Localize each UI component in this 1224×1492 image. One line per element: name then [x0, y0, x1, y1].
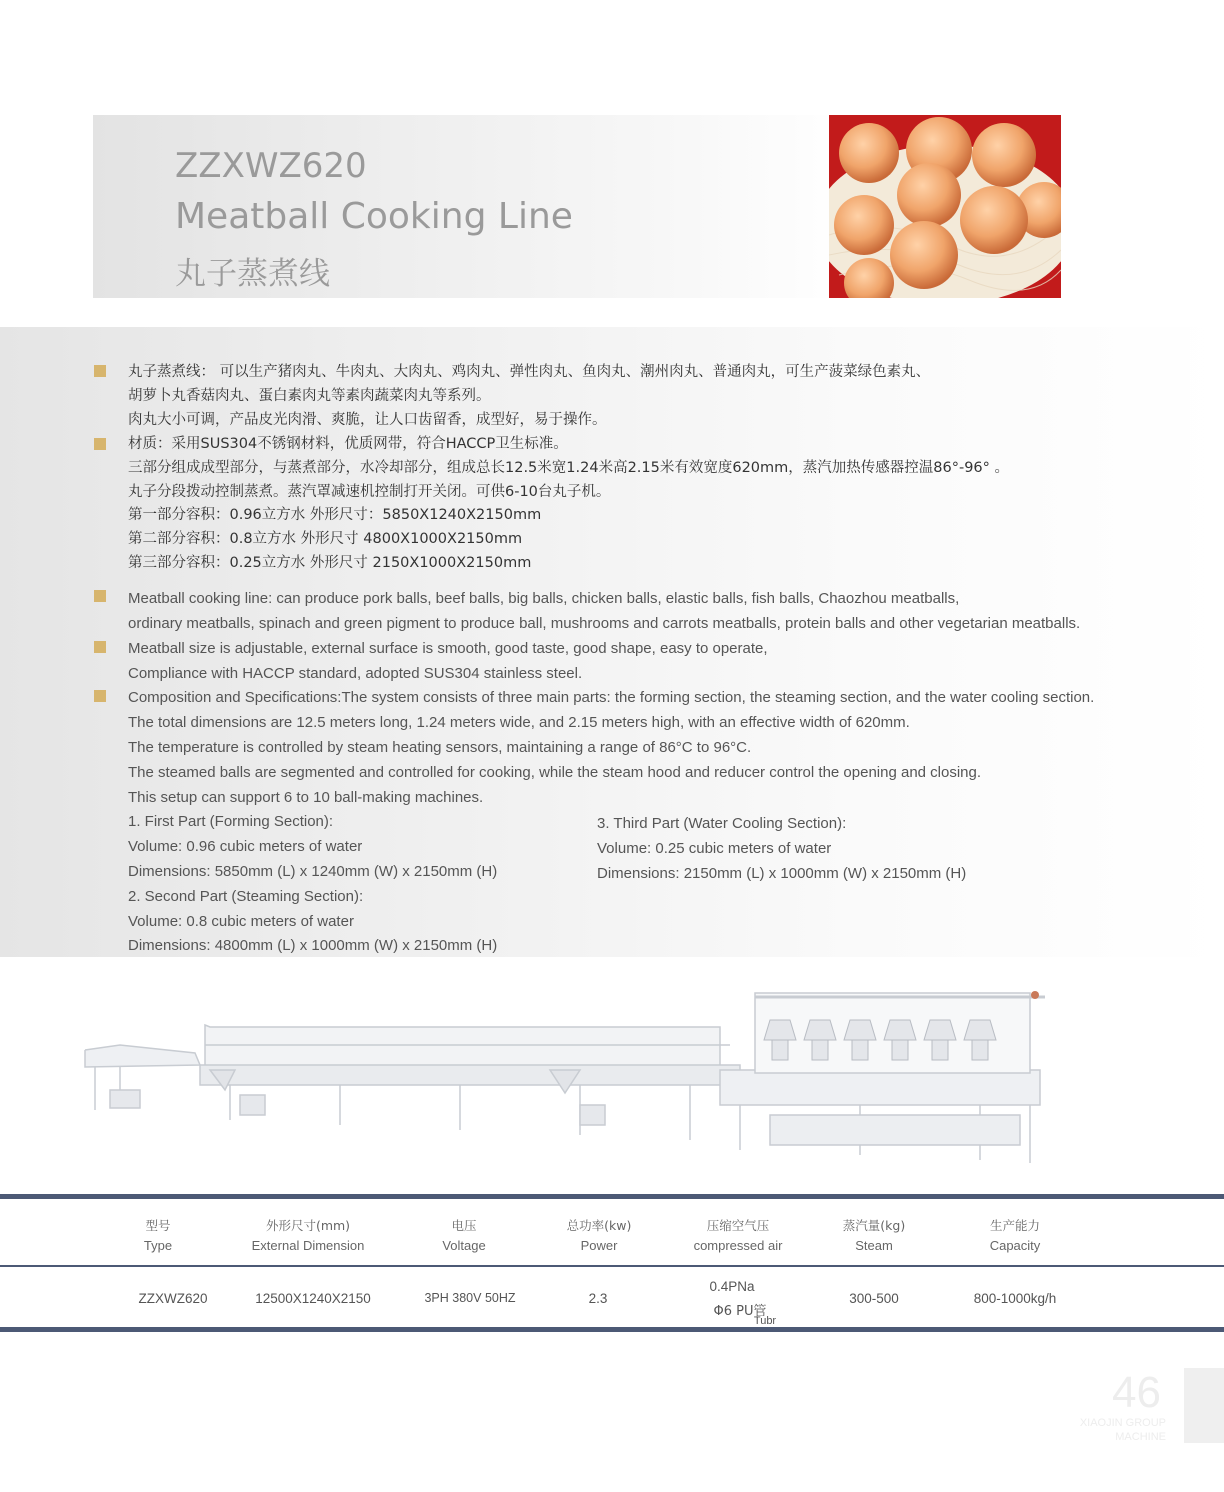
en-text-line: 3. Third Part (Water Cooling Section): — [597, 815, 847, 832]
en-text-line: Dimensions: 2150mm (L) x 1000mm (W) x 2150mm (H) — [597, 865, 967, 882]
page-brand: XIAOJIN GROUP MACHINE — [1079, 1417, 1166, 1443]
cell-air-line3: Tubr — [753, 1315, 777, 1327]
header-power: 总功率(kw) Power — [566, 1218, 632, 1253]
page-tab — [1184, 1368, 1224, 1443]
model-title: ZZXWZ620 — [175, 146, 367, 186]
bullet-marker — [94, 590, 106, 602]
meatball-photo — [829, 115, 1061, 298]
table-top-rule — [0, 1194, 1224, 1199]
bullet-marker — [94, 438, 106, 450]
cell-voltage: 3PH 380V 50HZ — [424, 1291, 516, 1305]
header-voltage: 电压 Voltage — [442, 1218, 486, 1253]
header-steam: 蒸汽量(kg) Steam — [842, 1218, 906, 1253]
cn-text-line: 肉丸大小可调，产品皮光肉滑、爽脆，让人口齿留香，成型好，易于操作。 — [128, 412, 607, 428]
bullet-marker — [94, 641, 106, 653]
cn-text-line: 丸子分段拨动控制蒸煮。蒸汽罩减速机控制打开关闭。可供6-10台丸子机。 — [128, 484, 611, 500]
table-bottom-rule — [0, 1327, 1224, 1332]
cn-text-line: 第一部分容积：0.96立方水 外形尺寸：5850X1240X2150mm — [128, 507, 542, 523]
en-text-line: 1. First Part (Forming Section): — [128, 813, 334, 830]
en-text-line: This setup can support 6 to 10 ball-making machines. — [128, 789, 484, 806]
en-text-line: ordinary meatballs, spinach and green pigment to produce ball, mushrooms and carrots meatballs, protein balls and other vegetarian meatballs. — [128, 615, 1081, 632]
en-text-line: The total dimensions are 12.5 meters long, 1.24 meters wide, and 2.15 meters high, with an effective width of 620mm. — [128, 714, 910, 731]
machine-illustration — [80, 985, 1050, 1170]
cn-text-line: 材质：采用SUS304不锈钢材料，优质网带，符合HACCP卫生标准。 — [128, 436, 568, 452]
cn-text-line: 第三部分容积：0.25立方水 外形尺寸 2150X1000X2150mm — [128, 555, 532, 571]
cell-dimension: 12500X1240X2150 — [255, 1291, 371, 1306]
en-text-line: The temperature is controlled by steam heating sensors, maintaining a range of 86°C to 96°C. — [128, 739, 752, 756]
en-text-line: The steamed balls are segmented and controlled for cooking, while the steam hood and reducer control the opening and closing. — [128, 764, 982, 781]
cell-capacity: 800-1000kg/h — [973, 1291, 1057, 1306]
en-text-line: Meatball cooking line: can produce pork balls, beef balls, big balls, chicken balls, elastic balls, fish balls, Chaozhou meatballs, — [128, 590, 960, 607]
header-compressed-air: 压缩空气压 compressed air — [693, 1218, 783, 1253]
table-header-rule — [0, 1265, 1224, 1267]
en-text-line: Dimensions: 5850mm (L) x 1240mm (W) x 2150mm (H) — [128, 863, 498, 880]
cell-steam: 300-500 — [849, 1291, 899, 1306]
cell-power: 2.3 — [588, 1291, 608, 1306]
cn-text-line: 丸子蒸煮线： 可以生产猪肉丸、牛肉丸、大肉丸、鸡肉丸、弹性肉丸、鱼肉丸、潮州肉丸、普通肉丸，可生产菠菜绿色素丸、 — [128, 364, 931, 380]
en-text-line: Volume: 0.25 cubic meters of water — [597, 840, 832, 857]
header-type: 型号 Type — [143, 1218, 173, 1253]
cell-air-line1: 0.4PNa — [709, 1279, 755, 1294]
header-capacity: 生产能力 Capacity — [989, 1218, 1041, 1253]
cn-text-line: 三部分组成成型部分，与蒸煮部分，水冷却部分，组成总长12.5米宽1.24米高2.15米有效宽度620mm，蒸汽加热传感器控温86°-96° 。 — [128, 460, 1010, 476]
page-number: 46 — [1112, 1368, 1161, 1417]
bullet-marker — [94, 690, 106, 702]
chinese-title: 丸子蒸煮线 — [175, 256, 330, 292]
en-text-line: Volume: 0.8 cubic meters of water — [128, 913, 354, 930]
cn-text-line: 胡萝卜丸香菇肉丸、蛋白素肉丸等素肉蔬菜肉丸等系列。 — [128, 388, 491, 404]
header-dimension: 外形尺寸(mm) External Dimension — [251, 1218, 365, 1253]
en-text-line: Volume: 0.96 cubic meters of water — [128, 838, 363, 855]
en-text-line: Dimensions: 4800mm (L) x 1000mm (W) x 2150mm (H) — [128, 937, 498, 954]
en-text-line: Composition and Specifications:The system consists of three main parts: the forming section, the steaming section, and the water cooling section. — [128, 689, 1095, 706]
bullet-marker — [94, 365, 106, 377]
en-text-line: Meatball size is adjustable, external surface is smooth, good taste, good shape, easy to operate, — [128, 640, 768, 657]
en-text-line: Compliance with HACCP standard, adopted SUS304 stainless steel. — [128, 665, 583, 682]
en-text-line: 2. Second Part (Steaming Section): — [128, 888, 364, 905]
cell-type: ZZXWZ620 — [138, 1291, 208, 1306]
cn-text-line: 第二部分容积：0.8立方水 外形尺寸 4800X1000X2150mm — [128, 531, 523, 547]
cell-air-line2: Φ6 PU管 — [713, 1304, 767, 1319]
english-title: Meatball Cooking Line — [175, 196, 573, 237]
